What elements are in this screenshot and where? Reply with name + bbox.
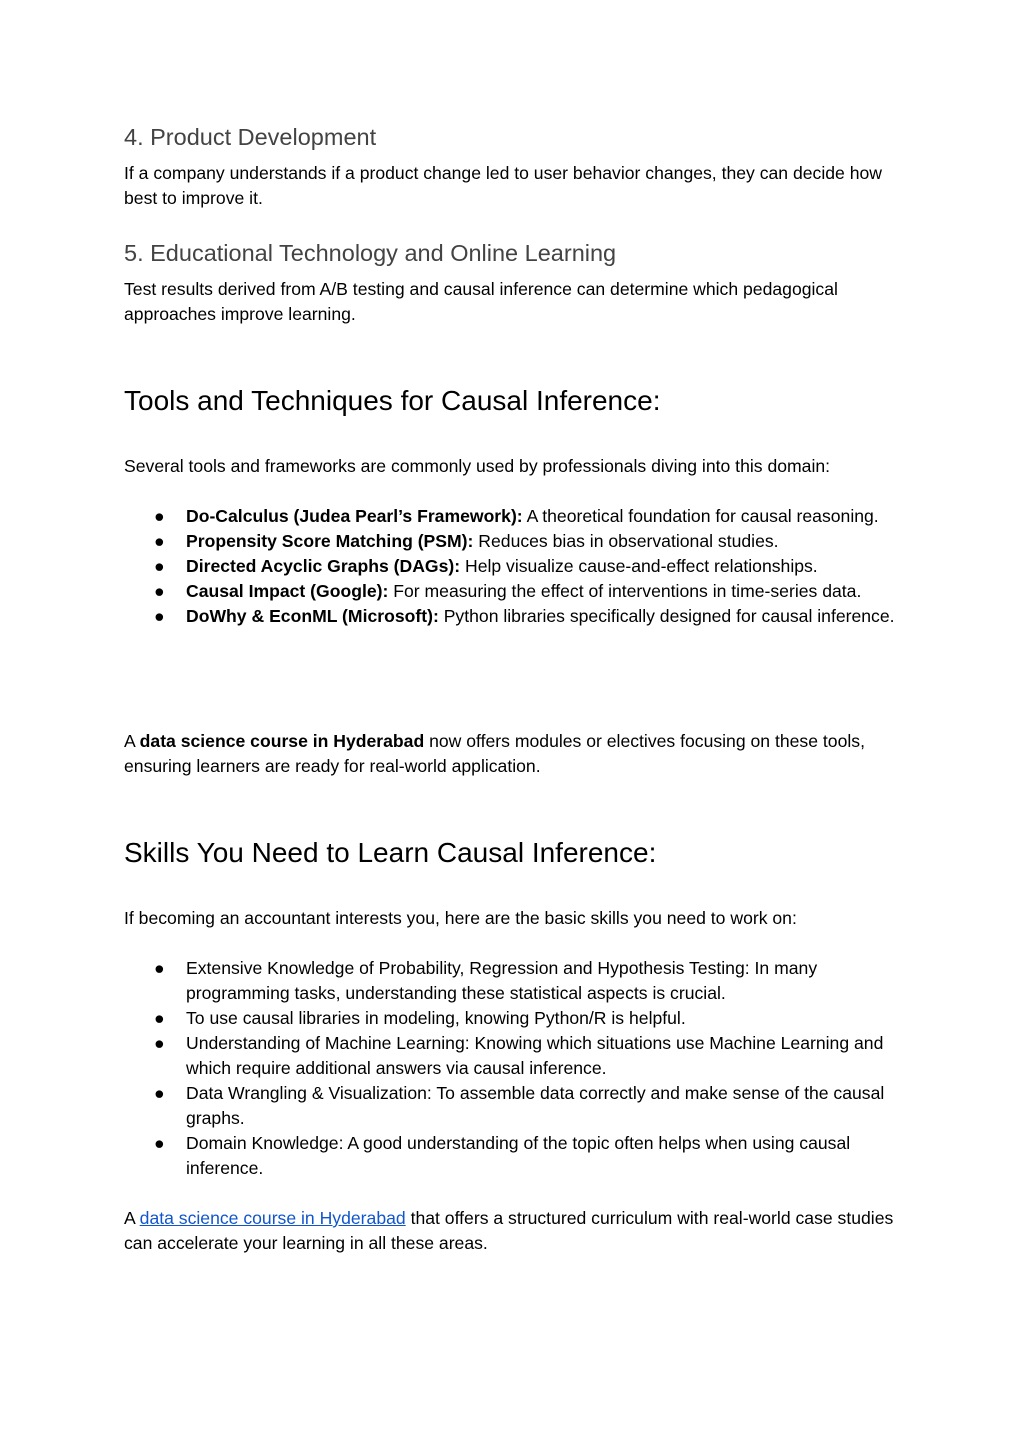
bullet-icon: ● [154, 606, 165, 626]
skills-heading: Skills You Need to Learn Causal Inference: [124, 837, 657, 868]
tool-term: Do-Calculus (Judea Pearl’s Framework): [186, 506, 523, 526]
course-mention: data science course in Hyderabad [139, 731, 425, 751]
tool-description: For measuring the effect of interventions in time-series data. [388, 581, 862, 601]
tool-description: Help visualize cause-and-effect relationships. [460, 556, 818, 576]
skill-text: Domain Knowledge: A good understanding of the topic often helps when using causal inference. [186, 1133, 851, 1178]
list-item [124, 1006, 904, 1031]
skill-text: To use causal libraries in modeling, knowing Python/R is helpful. [186, 1008, 686, 1028]
bullet-icon: ● [154, 1008, 165, 1028]
tool-term: Propensity Score Matching (PSM): [186, 531, 474, 551]
list-item [124, 504, 904, 529]
section-heading-edtech: 5. Educational Technology and Online Learning [124, 240, 617, 266]
section-heading-product-development: 4. Product Development [124, 124, 377, 150]
edtech-paragraph: Test results derived from A/B testing and causal inference can determine which pedagogical approaches improve learning. [124, 279, 838, 324]
tool-term: Causal Impact (Google): [186, 581, 389, 601]
bullet-icon: ● [154, 506, 165, 526]
skills-list [124, 956, 904, 1181]
list-item [124, 1131, 904, 1181]
course-link[interactable]: data science course in Hyderabad [139, 1208, 406, 1228]
outro-suffix: that offers a structured curriculum with real-world case studies can accelerate your learning in all these areas. [124, 1208, 894, 1253]
bullet-icon: ● [154, 958, 165, 978]
outro-suffix: now offers modules or electives focusing on these tools, ensuring learners are ready for real-world application. [124, 731, 865, 776]
list-item [124, 604, 904, 629]
list-item [124, 579, 904, 604]
tool-term: DoWhy & EconML (Microsoft): [186, 606, 439, 626]
tool-term: Directed Acyclic Graphs (DAGs): [186, 556, 461, 576]
tools-outro-paragraph [124, 729, 904, 779]
skills-intro-paragraph: If becoming an accountant interests you, here are the basic skills you need to work on: [124, 908, 797, 928]
list-item [124, 554, 904, 579]
tools-intro-paragraph: Several tools and frameworks are commonly used by professionals diving into this domain: [124, 456, 831, 476]
list-item [124, 956, 904, 1006]
list-item [124, 1081, 904, 1131]
bullet-icon: ● [154, 531, 165, 551]
list-item [124, 1031, 904, 1081]
outro-prefix: A [124, 731, 140, 751]
bullet-icon: ● [154, 556, 165, 576]
bullet-icon: ● [154, 1133, 165, 1153]
product-development-paragraph: If a company understands if a product change led to user behavior changes, they can decide how best to improve it. [124, 163, 882, 208]
list-item [124, 529, 904, 554]
tools-heading: Tools and Techniques for Causal Inference: [124, 385, 661, 416]
tool-description: Python libraries specifically designed for causal inference. [438, 606, 895, 626]
tool-description: Reduces bias in observational studies. [473, 531, 779, 551]
outro-prefix: A [124, 1208, 140, 1228]
bullet-icon: ● [154, 1033, 165, 1053]
skill-text: Data Wrangling & Visualization: To assemble data correctly and make sense of the causal graphs. [186, 1083, 885, 1128]
bullet-icon: ● [154, 581, 165, 601]
skill-text: Understanding of Machine Learning: Knowing which situations use Machine Learning and which require additional answers via causal inference. [186, 1033, 884, 1078]
skills-outro-paragraph [124, 1206, 904, 1256]
tool-description: A theoretical foundation for causal reasoning. [522, 506, 879, 526]
bullet-icon: ● [154, 1083, 165, 1103]
tools-list [124, 504, 904, 629]
skill-text: Extensive Knowledge of Probability, Regression and Hypothesis Testing: In many programming tasks, understanding these statistical aspects is crucial. [186, 958, 818, 1003]
